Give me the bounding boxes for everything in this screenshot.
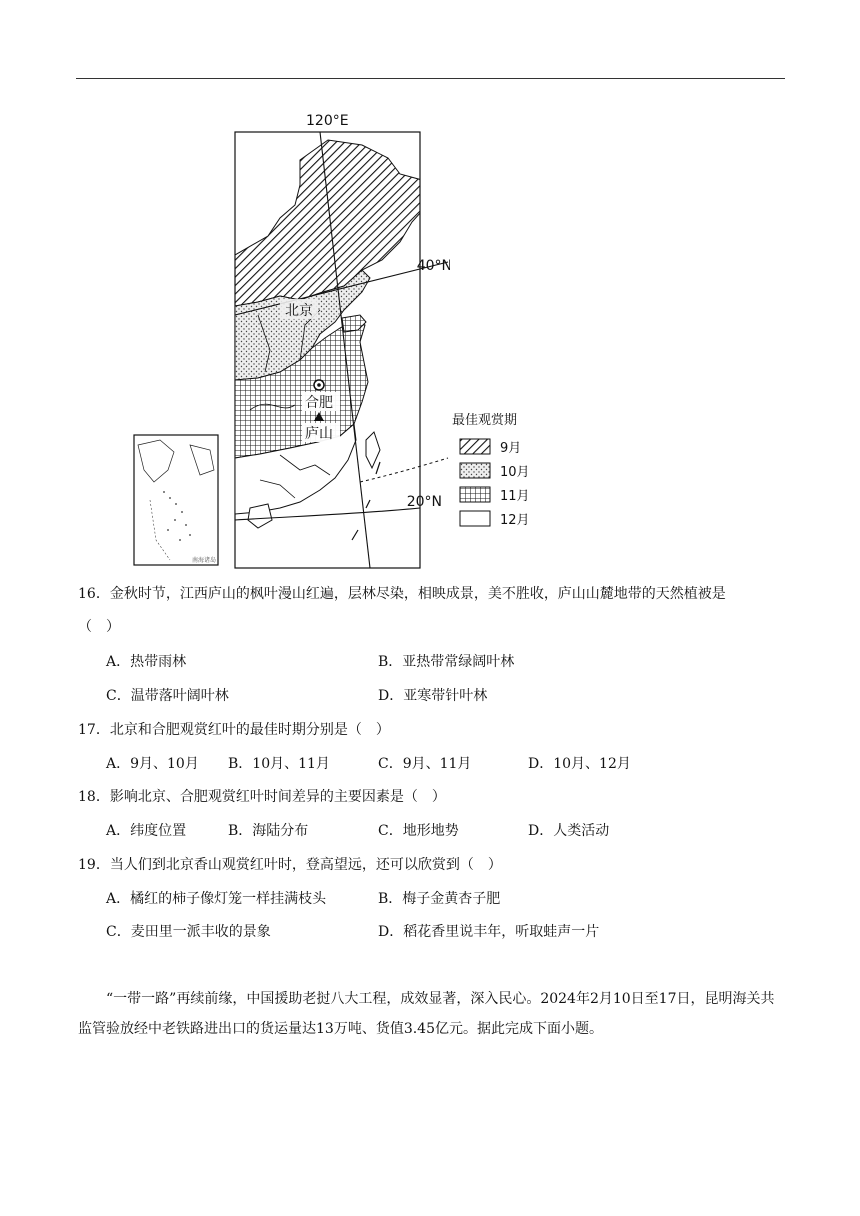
legend-swatch-dec bbox=[460, 511, 490, 526]
q18-stem: 18．影响北京、合肥观赏红叶时间差异的主要因素是（ ） bbox=[78, 789, 446, 805]
q19-option-a[interactable]: A．橘红的柿子像灯笼一样挂满枝头 bbox=[106, 891, 327, 907]
passage-text: “一带一路”再续前缘，中国援助老挝八大工程，成效显著，深入民心。2024年2月10日至17日，昆明海关共监管验放经中老铁路进出口的货运量达13万吨、货值3.45亿元。据此完成下面小题。 bbox=[78, 991, 775, 1037]
legend-label-oct: 10月 bbox=[500, 465, 530, 480]
q16-option-b[interactable]: B．亚热带常绿阔叶林 bbox=[378, 654, 515, 670]
q17-option-a[interactable]: A．9月、10月 bbox=[106, 756, 199, 772]
legend-label-sep: 9月 bbox=[500, 441, 522, 456]
q17-option-d[interactable]: D．10月、12月 bbox=[528, 756, 631, 772]
lon-label: 120°E bbox=[306, 113, 349, 129]
q17-option-b[interactable]: B．10月、11月 bbox=[228, 756, 330, 772]
hefei-label: 合肥 bbox=[305, 395, 333, 411]
q18-option-d[interactable]: D．人类活动 bbox=[528, 823, 610, 839]
lat-south-label: 20°N bbox=[406, 494, 442, 510]
q16-stem: 16．金秋时节，江西庐山的枫叶漫山红遍，层林尽染，相映成景，美不胜收，庐山山麓地带的天然植被是 bbox=[78, 586, 726, 602]
inset-label: 南海诸岛 bbox=[191, 557, 216, 564]
q16-option-a[interactable]: A．热带雨林 bbox=[106, 654, 187, 670]
q18-option-a[interactable]: A．纬度位置 bbox=[106, 823, 187, 839]
q16-option-d[interactable]: D．亚寒带针叶林 bbox=[378, 688, 488, 704]
legend-swatch-sep bbox=[460, 439, 490, 454]
lat-north-label: 40°N bbox=[416, 258, 450, 274]
q17-option-c[interactable]: C．9月、11月 bbox=[378, 756, 472, 772]
q16-option-c[interactable]: C．温带落叶阔叶林 bbox=[106, 688, 229, 704]
q18-option-b[interactable]: B．海陆分布 bbox=[228, 823, 309, 839]
south-china-sea-inset bbox=[134, 435, 218, 565]
q19-option-d[interactable]: D．稻花香里说丰年，听取蛙声一片 bbox=[378, 924, 600, 940]
header-rule bbox=[76, 78, 785, 79]
legend-swatch-oct bbox=[460, 463, 490, 478]
q19-option-c[interactable]: C．麦田里一派丰收的景象 bbox=[106, 924, 271, 940]
map-svg bbox=[130, 110, 450, 572]
beijing-label: 北京 bbox=[285, 303, 313, 319]
legend-box bbox=[450, 408, 540, 536]
legend-swatch-nov bbox=[460, 487, 490, 502]
q18-option-c[interactable]: C．地形地势 bbox=[378, 823, 459, 839]
legend-title: 最佳观赏期 bbox=[452, 413, 518, 428]
q19-option-b[interactable]: B．梅子金黄杏子肥 bbox=[378, 891, 501, 907]
legend-label-nov: 11月 bbox=[500, 489, 530, 504]
lushan-label: 庐山 bbox=[305, 426, 333, 442]
q17-stem: 17．北京和合肥观赏红叶的最佳时期分别是（ ） bbox=[78, 722, 390, 738]
q19-stem: 19．当人们到北京香山观赏红叶时，登高望远，还可以欣赏到（ ） bbox=[78, 857, 502, 873]
q16-stem-bracket: （ ） bbox=[78, 619, 120, 635]
legend-label-dec: 12月 bbox=[500, 513, 530, 528]
red-leaf-map-figure bbox=[130, 110, 450, 572]
